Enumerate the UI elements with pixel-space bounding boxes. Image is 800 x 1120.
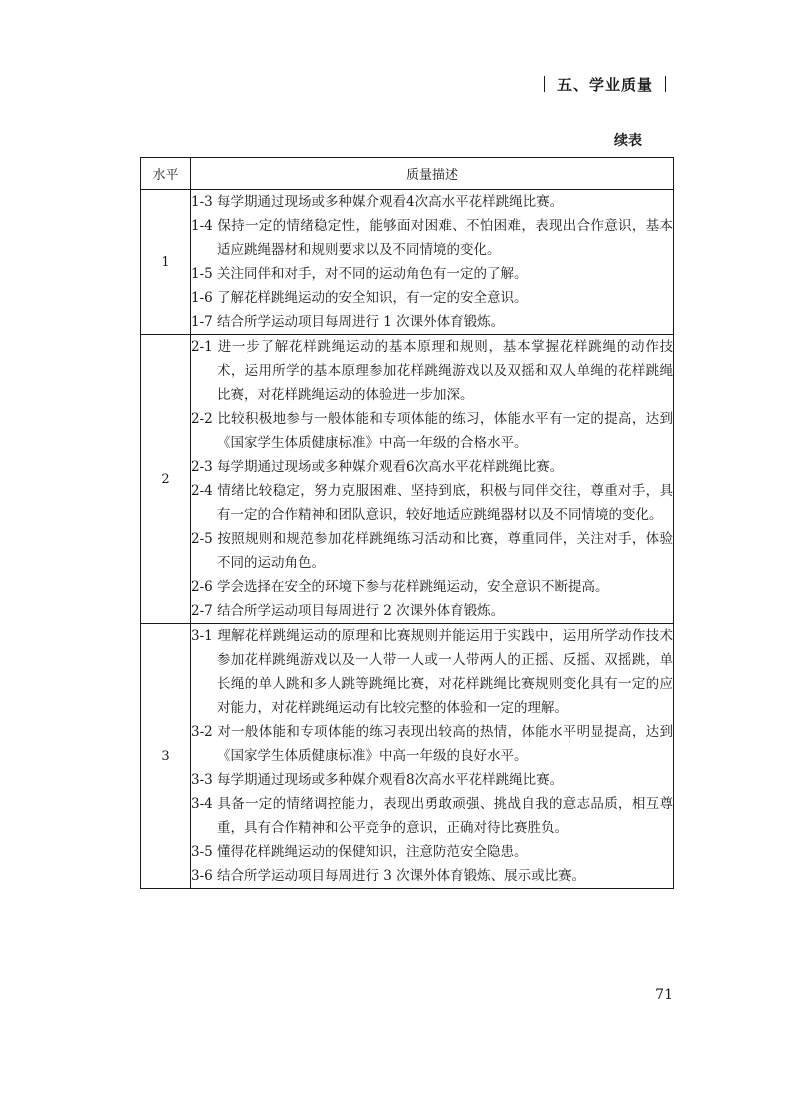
table-row <box>141 190 674 335</box>
item-code: 2-6 <box>191 579 213 595</box>
item-code: 2-5 <box>191 531 213 547</box>
item-text: 每学期通过现场或多种媒介观看6次高水平花样跳绳比赛。 <box>217 459 564 475</box>
column-header-level: 水平 <box>141 158 191 190</box>
list-item <box>191 840 673 864</box>
item-text: 懂得花样跳绳运动的保健知识，注意防范安全隐患。 <box>217 844 528 860</box>
item-text: 比较积极地参与一般体能和专项体能的练习，体能水平有一定的提高，达到《国家学生体质健康标准》中高一年级的合格水平。 <box>217 411 673 451</box>
item-code: 2-3 <box>191 459 213 475</box>
item-code: 1-5 <box>191 266 213 282</box>
item-text: 进一步了解花样跳绳运动的基本原理和规则，基本掌握花样跳绳的动作技术，运用所学的基本原理参加花样跳绳游戏以及双摇和双人单绳的花样跳绳比赛，对花样跳绳运动的体验进一步加深。 <box>217 339 673 403</box>
item-text: 了解花样跳绳运动的安全知识，有一定的安全意识。 <box>217 290 528 306</box>
item-code: 3-3 <box>191 772 213 788</box>
description-cell <box>191 335 674 624</box>
level-cell: 1 <box>141 190 191 335</box>
list-item <box>191 214 673 262</box>
item-code: 3-4 <box>191 796 213 812</box>
list-item <box>191 720 673 768</box>
item-text: 具备一定的情绪调控能力，表现出勇敢顽强、挑战自我的意志品质，相互尊重，具有合作精神和公平竞争的意识，正确对待比赛胜负。 <box>217 796 673 836</box>
item-code: 3-6 <box>191 868 213 884</box>
item-text: 按照规则和规范参加花样跳绳练习活动和比赛，尊重同伴，关注对手，体验不同的运动角色。 <box>217 531 673 571</box>
item-text: 结合所学运动项目每周进行 2 次课外体育锻炼。 <box>217 603 505 619</box>
list-item <box>191 335 673 407</box>
item-text: 对一般体能和专项体能的练习表现出较高的热情，体能水平明显提高，达到《国家学生体质健康标准》中高一年级的良好水平。 <box>217 724 673 764</box>
item-code: 2-7 <box>191 603 213 619</box>
item-text: 保持一定的情绪稳定性，能够面对困难、不怕困难，表现出合作意识，基本适应跳绳器材和规则要求以及不同情境的变化。 <box>217 218 673 258</box>
list-item <box>191 864 673 888</box>
description-cell <box>191 190 674 335</box>
item-code: 2-1 <box>191 339 213 355</box>
item-code: 2-4 <box>191 483 213 499</box>
list-item <box>191 310 673 334</box>
header-left-rule <box>544 76 545 92</box>
table-row <box>141 624 674 889</box>
item-text: 情绪比较稳定，努力克服困难、坚持到底，积极与同伴交往，尊重对手，具有一定的合作精神和团队意识，较好地适应跳绳器材以及不同情境的变化。 <box>217 483 673 523</box>
item-code: 3-5 <box>191 844 213 860</box>
list-item <box>191 407 673 455</box>
table-row <box>141 335 674 624</box>
header-right-rule <box>665 76 666 92</box>
list-item <box>191 624 673 720</box>
item-code: 1-3 <box>191 194 213 210</box>
item-text: 结合所学运动项目每周进行 1 次课外体育锻炼。 <box>217 314 505 330</box>
item-code: 1-4 <box>191 218 213 234</box>
item-text: 每学期通过现场或多种媒介观看4次高水平花样跳绳比赛。 <box>217 194 564 210</box>
page-number: 71 <box>655 987 673 1003</box>
item-text: 每学期通过现场或多种媒介观看8次高水平花样跳绳比赛。 <box>217 772 564 788</box>
description-cell <box>191 624 674 889</box>
item-text: 关注同伴和对手，对不同的运动角色有一定的了解。 <box>217 266 528 282</box>
table-header <box>141 158 674 190</box>
item-code: 3-2 <box>191 724 213 740</box>
list-item <box>191 455 673 479</box>
item-text: 理解花样跳绳运动的原理和比赛规则并能运用于实践中，运用所学动作技术参加花样跳绳游戏以及一人带一人或一人带两人的正摇、反摇、双摇跳，单长绳的单人跳和多人跳等跳绳比赛，对花样跳绳比赛规则变化具有一定的应对能力，对花样跳绳运动有比较完整的体验和一定的理解。 <box>217 628 673 716</box>
list-item <box>191 479 673 527</box>
column-header-description: 质量描述 <box>191 158 674 190</box>
list-item <box>191 768 673 792</box>
level-cell: 3 <box>141 624 191 889</box>
list-item <box>191 262 673 286</box>
list-item <box>191 575 673 599</box>
item-code: 1-6 <box>191 290 213 306</box>
continued-label: 续表 <box>614 133 642 149</box>
running-header <box>532 74 678 95</box>
item-code: 2-2 <box>191 411 213 427</box>
item-code: 3-1 <box>191 628 213 644</box>
list-item <box>191 190 673 214</box>
list-item <box>191 599 673 623</box>
quality-table <box>140 157 674 889</box>
list-item <box>191 527 673 575</box>
section-title: 五、学业质量 <box>556 76 653 94</box>
item-code: 1-7 <box>191 314 213 330</box>
item-text: 结合所学运动项目每周进行 3 次课外体育锻炼、展示或比赛。 <box>217 868 586 884</box>
item-text: 学会选择在安全的环境下参与花样跳绳运动，安全意识不断提高。 <box>217 579 609 595</box>
list-item <box>191 792 673 840</box>
table-header-row <box>141 158 674 190</box>
list-item <box>191 286 673 310</box>
level-cell: 2 <box>141 335 191 624</box>
